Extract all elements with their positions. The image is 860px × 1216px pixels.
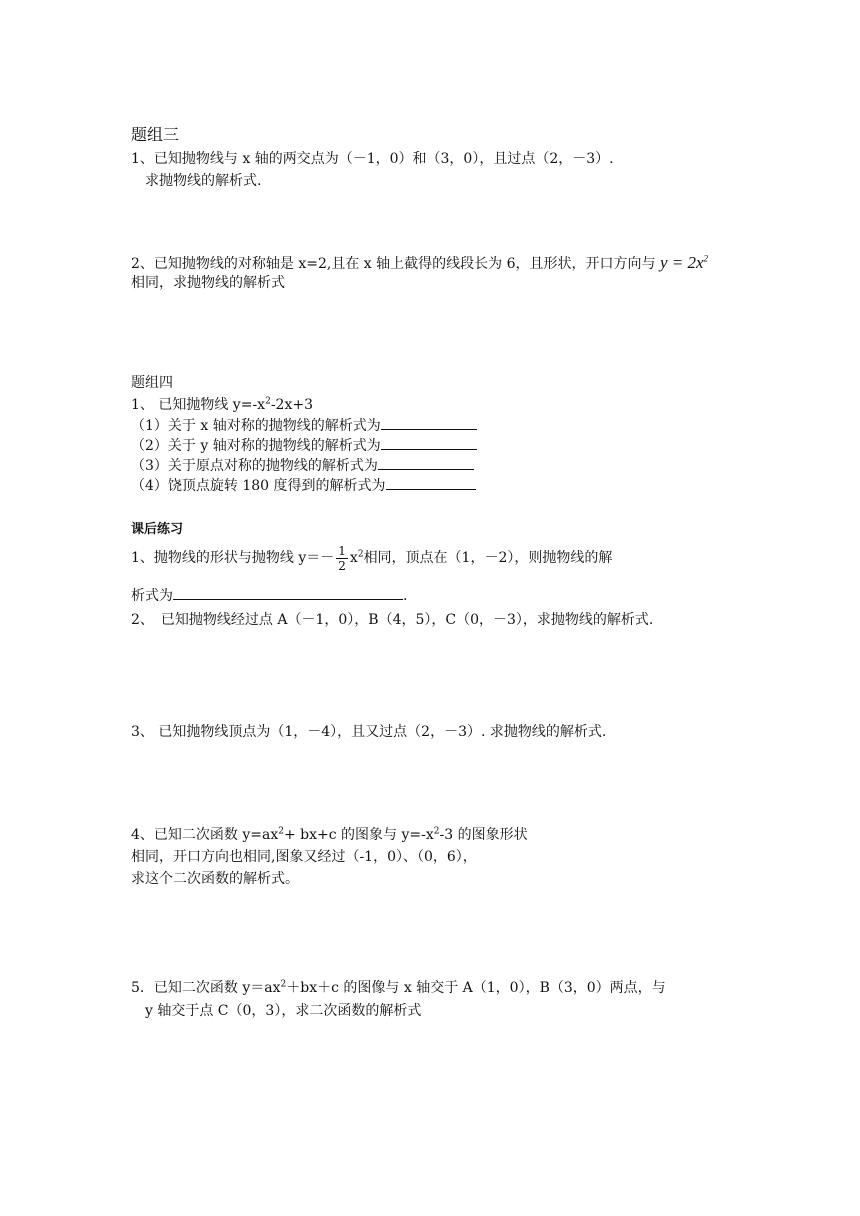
practice-p3: 3、 已知抛物线顶点为（1，－4），且又过点（2，－3）. 求抛物线的解析式. <box>131 724 607 740</box>
fraction <box>336 544 348 573</box>
practice-p1-line2-text: 析式为 <box>131 588 173 604</box>
formula-exp: 2 <box>703 253 709 264</box>
practice-p2: 2、 已知抛物线经过点 A（－1，0），B（4，5），C（0，－3），求抛物线的解析式. <box>131 612 654 628</box>
group4-item-4 <box>131 476 476 495</box>
practice-title: 课后练习 <box>131 522 184 537</box>
practice-p5-post: ＋bx＋c 的图像与 x 轴交于 A（1，0），B（3，0）两点，与 <box>286 980 666 996</box>
fraction-denominator: 2 <box>338 558 346 573</box>
answer-blank[interactable] <box>381 436 477 450</box>
group3-q2-line1 <box>131 254 708 273</box>
practice-p4-exp2: 2 <box>433 826 440 837</box>
group4-title: 题组四 <box>131 375 173 391</box>
practice-p4-pre: 4、已知二次函数 y=ax <box>131 827 279 843</box>
group4-item-2 <box>131 436 477 455</box>
practice-p5-line2: y 轴交于点 C（0，3），求二次函数的解析式 <box>145 1003 422 1019</box>
group3-q1-line1: 1、已知抛物线与 x 轴的两交点为（－1，0）和（3，0），且过点（2，－3）. <box>131 151 614 167</box>
group4-item-3-text: （3）关于原点对称的抛物线的解析式为 <box>131 458 378 474</box>
practice-p4-line3: 求这个二次函数的解析式。 <box>131 871 299 887</box>
practice-p5-exp: 2 <box>280 979 287 990</box>
practice-p4-line2: 相同，开口方向也相同,图象又经过（-1，0）、（0，6）， <box>131 849 477 865</box>
group3-q2-line2: 相同，求抛物线的解析式 <box>131 275 285 291</box>
practice-p1-line2 <box>131 586 407 605</box>
practice-p1-exp: 2 <box>357 549 364 560</box>
fraction-numerator: 1 <box>338 543 346 558</box>
group4-q1-exp: 2 <box>265 396 271 407</box>
group4-q1-post: -2x+3 <box>270 397 313 413</box>
practice-p4-exp1: 2 <box>278 826 284 837</box>
answer-blank[interactable] <box>173 586 403 600</box>
group4-item-2-text: （2）关于 y 轴对称的抛物线的解析式为 <box>131 438 381 454</box>
group4-item-3 <box>131 456 474 475</box>
group4-item-1 <box>131 416 477 435</box>
group3-title: 题组三 <box>131 125 180 144</box>
group4-q1 <box>131 396 313 414</box>
answer-blank[interactable] <box>378 456 474 470</box>
formula-base: y = 2x <box>659 253 704 272</box>
practice-p4-mid: + bx+c 的图象与 y=-x <box>283 827 434 843</box>
practice-p1 <box>131 543 612 573</box>
practice-p4-post: -3 的图象形状 <box>439 827 528 843</box>
practice-p1-c: 相同，顶点在（1，－2），则抛物线的解 <box>363 550 613 566</box>
group3-q2-text: 2、已知抛物线的对称轴是 x=2,且在 x 轴上截得的线段长为 6，且形状，开口方向与 <box>131 256 656 272</box>
practice-p1-b: x <box>349 550 358 566</box>
answer-blank[interactable] <box>381 416 477 430</box>
group3-q2-formula <box>660 253 708 272</box>
practice-p4-line1 <box>131 826 528 844</box>
group4-item-1-text: （1）关于 x 轴对称的抛物线的解析式为 <box>131 418 381 434</box>
group3-q1-line2: 求抛物线的解析式. <box>145 173 262 189</box>
group4-item-4-text: （4）饶顶点旋转 180 度得到的解析式为 <box>131 478 386 494</box>
practice-p1-line2-end: . <box>403 588 408 604</box>
practice-p5-pre: 5．已知二次函数 y＝ax <box>131 980 281 996</box>
practice-p1-a: 1、抛物线的形状与抛物线 y＝－ <box>131 550 335 566</box>
practice-p5-line1 <box>131 979 666 997</box>
group4-q1-pre: 1、 已知抛物线 y=-x <box>131 397 266 413</box>
answer-blank[interactable] <box>386 476 476 490</box>
